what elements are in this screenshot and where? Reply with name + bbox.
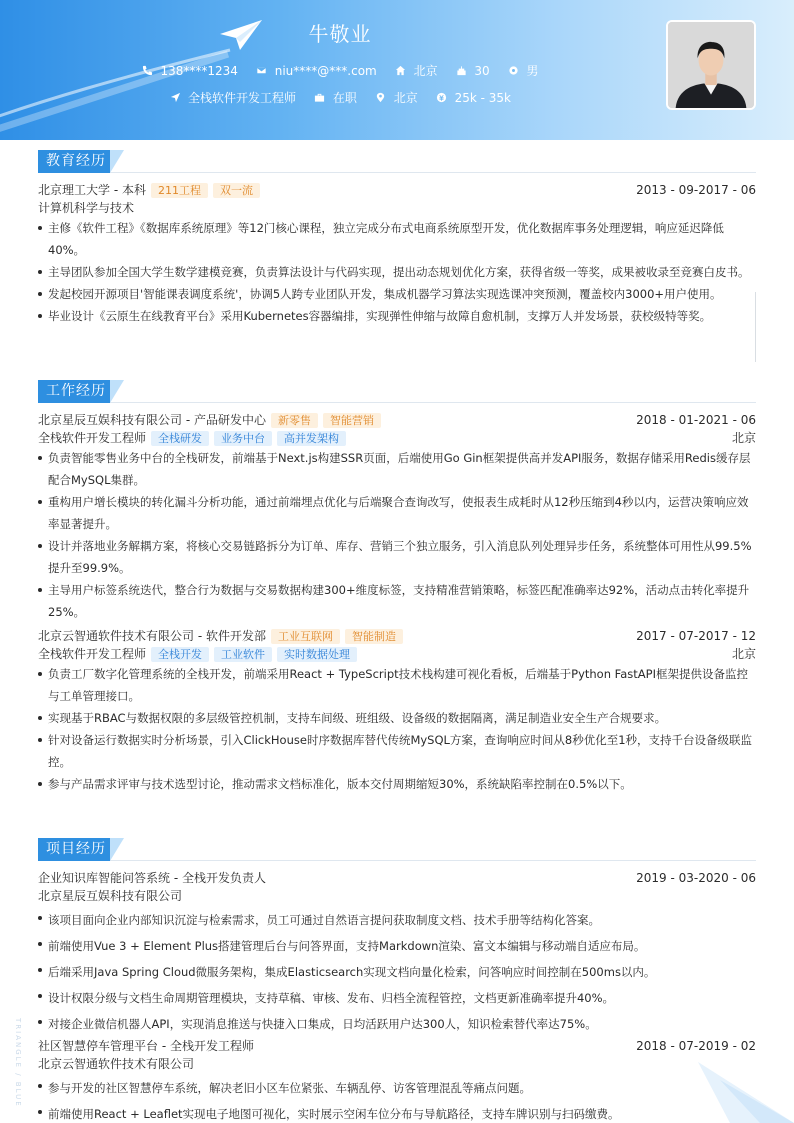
resume-header xyxy=(0,0,794,140)
title-tab-tail xyxy=(110,838,124,861)
project-period: 2019 - 03-2020 - 06 xyxy=(636,871,756,885)
list-item: 负责智能零售业务中台的全栈研发，前端基于Next.js构建SSR页面，后端使用Go Gin框架提供高并发API服务，数据存储采用Redis缓存层配合MySQL集群。 xyxy=(38,447,756,491)
project-bullets xyxy=(38,1075,756,1123)
location-text: 北京 xyxy=(413,64,438,78)
location-icon xyxy=(375,92,387,104)
title-tab-tail xyxy=(110,150,124,173)
education-section xyxy=(38,150,756,327)
job-city: 北京 xyxy=(731,647,756,661)
school-tag: 双一流 xyxy=(213,183,260,198)
education-entry-header xyxy=(38,181,756,199)
cake-icon xyxy=(455,65,467,77)
list-item: 参与开发的社区智慧停车系统，解决老旧小区车位紧张、车辆乱停、访客管理混乱等痛点问题。 xyxy=(38,1075,756,1101)
corner-triangle-decoration xyxy=(690,1060,794,1123)
gender-text: 男 xyxy=(526,64,539,78)
role-tag: 实时数据处理 xyxy=(277,647,357,662)
list-item: 设计权限分级与文档生命周期管理模块，支持草稿、审核、发布、归档全流程管控，文档更新准确率提升40%。 xyxy=(38,985,756,1011)
section-title-bar xyxy=(38,838,756,861)
school-name: 北京理工大学 - 本科 xyxy=(38,183,146,197)
phone-icon xyxy=(141,65,153,77)
list-item: 发起校园开源项目'智能课表调度系统'，协调5人跨专业团队开发，集成机器学习算法实现选课冲突预测，覆盖校内3000+用户使用。 xyxy=(38,283,756,305)
money-icon xyxy=(436,92,448,104)
phone-item xyxy=(141,64,237,78)
list-item: 该项目面向企业内部知识沉淀与检索需求，员工可通过自然语言提问获取制度文档、技术手册等结构化答案。 xyxy=(38,907,756,933)
job-target-text: 全栈软件开发工程师 xyxy=(188,91,297,105)
list-item: 参与产品需求评审与技术选型讨论，推动需求文档标准化，版本交付周期缩短30%，系统缺陷率控制在0.5%以下。 xyxy=(38,773,756,795)
section-title-bar xyxy=(38,380,756,403)
briefcase-icon xyxy=(314,92,326,104)
project-company: 北京星辰互娱科技有限公司 xyxy=(38,889,183,903)
email-address: niu****@***.com xyxy=(274,63,377,78)
role-tag: 工业软件 xyxy=(214,647,272,662)
avatar xyxy=(666,20,756,110)
role-tag: 全栈开发 xyxy=(151,647,209,662)
list-item: 主导用户标签系统迭代，整合行为数据与交易数据构建300+维度标签，支持精准营销策略，标签匹配准确率达92%，活动点击转化率提升25%。 xyxy=(38,579,756,623)
school-tag: 211工程 xyxy=(151,183,208,198)
project-entry-header xyxy=(38,1037,756,1055)
project-bullets xyxy=(38,907,756,1037)
project-company: 北京云智通软件技术有限公司 xyxy=(38,1057,195,1071)
project-entry-header xyxy=(38,869,756,887)
job-period: 2017 - 07-2017 - 12 xyxy=(636,629,756,643)
list-item: 对接企业微信机器人API，实现消息推送与快捷入口集成，日均活跃用户达300人，知识检索替代率达75%。 xyxy=(38,1011,756,1037)
watermark-text: TRIANGLE / BLUE xyxy=(14,1018,22,1108)
role-tag: 业务中台 xyxy=(214,431,272,446)
job-bullets xyxy=(38,663,756,795)
job-role-row xyxy=(38,645,756,663)
status-item xyxy=(314,89,357,106)
job-intent-row xyxy=(0,89,680,106)
projects-title: 项目经历 xyxy=(38,838,110,861)
home-icon xyxy=(395,65,407,77)
list-item: 设计并落地业务解耦方案，将核心交易链路拆分为订单、库存、营销三个独立服务，引入消息队列处理异步任务，系统整体可用性从99.5%提升至99.9%。 xyxy=(38,535,756,579)
target-city-item xyxy=(375,89,418,106)
send-icon xyxy=(169,92,181,104)
major-row xyxy=(38,199,756,217)
contact-row xyxy=(0,62,680,79)
company-tag: 智能营销 xyxy=(323,413,381,428)
email-item xyxy=(256,64,377,78)
project-company-row xyxy=(38,887,756,905)
project-period: 2018 - 07-2019 - 02 xyxy=(636,1039,756,1053)
section-title-bar xyxy=(38,150,756,173)
salary-text: 25k - 35k xyxy=(454,90,511,105)
education-bullets xyxy=(38,217,756,327)
list-item: 前端使用React + Leaflet实现电子地图可视化，实时展示空闲车位分布与导航路径，支持车牌识别与扫码缴费。 xyxy=(38,1101,756,1123)
list-item: 负责工厂数字化管理系统的全栈开发，前端采用React + TypeScript技术栈构建可视化看板，后端基于Python FastAPI框架提供设备监控与工单管理接口。 xyxy=(38,663,756,707)
mail-icon xyxy=(256,65,268,77)
gender-icon xyxy=(508,65,520,77)
list-item: 重构用户增长模块的转化漏斗分析功能，通过前端埋点优化与后端聚合查询改写，使报表生成耗时从12秒压缩到4秒以内，运营决策响应效率显著提升。 xyxy=(38,491,756,535)
project-name: 企业知识库智能问答系统 - 全栈开发负责人 xyxy=(38,871,266,885)
list-item: 实现基于RBAC与数据权限的多层级管控机制，支持车间级、班组级、设备级的数据隔离，满足制造业安全生产合规要求。 xyxy=(38,707,756,729)
job-period: 2018 - 01-2021 - 06 xyxy=(636,413,756,427)
title-tab-tail xyxy=(110,380,124,403)
company-name: 北京星辰互娱科技有限公司 - 产品研发中心 xyxy=(38,413,266,427)
salary-item xyxy=(436,91,511,105)
candidate-name: 牛敬业 xyxy=(308,22,372,46)
role-tag: 高并发架构 xyxy=(277,431,346,446)
work-section xyxy=(38,380,756,795)
job-role-row xyxy=(38,429,756,447)
job-target-item xyxy=(169,89,296,106)
list-item: 前端使用Vue 3 + Element Plus搭建管理后台与问答界面，支持Markdown渲染、富文本编辑与移动端自适应布局。 xyxy=(38,933,756,959)
education-title: 教育经历 xyxy=(38,150,110,173)
list-item: 毕业设计《云原生在线教育平台》采用Kubernetes容器编排，实现弹性伸缩与故障自愈机制，支撑万人并发场景，获校级特等奖。 xyxy=(38,305,756,327)
job-bullets xyxy=(38,447,756,623)
job-city: 北京 xyxy=(731,431,756,445)
gender-item xyxy=(508,62,539,79)
role-tag: 全栈研发 xyxy=(151,431,209,446)
list-item: 主导团队参加全国大学生数学建模竞赛，负责算法设计与代码实现，提出动态规划优化方案，获得省级一等奖，成果被收录至竞赛白皮书。 xyxy=(38,261,756,283)
job-entry-header xyxy=(38,627,756,645)
job-role: 全栈软件开发工程师 xyxy=(38,647,147,661)
company-name: 北京云智通软件技术有限公司 - 软件开发部 xyxy=(38,629,266,643)
phone-number: 138****1234 xyxy=(160,63,238,78)
job-role: 全栈软件开发工程师 xyxy=(38,431,147,445)
major-name: 计算机科学与技术 xyxy=(38,201,135,215)
age-item xyxy=(455,64,489,78)
education-period: 2013 - 09-2017 - 06 xyxy=(636,183,756,197)
project-company-row xyxy=(38,1055,756,1073)
company-tag: 工业互联网 xyxy=(271,629,340,644)
project-name: 社区智慧停车管理平台 - 全栈开发工程师 xyxy=(38,1039,254,1053)
company-tag: 新零售 xyxy=(271,413,318,428)
work-title: 工作经历 xyxy=(38,380,110,403)
company-tag: 智能制造 xyxy=(345,629,403,644)
projects-section xyxy=(38,838,756,1123)
status-text: 在职 xyxy=(332,91,357,105)
job-entry-header xyxy=(38,411,756,429)
location-item xyxy=(395,62,438,79)
list-item: 主修《软件工程》《数据库系统原理》等12门核心课程，独立完成分布式电商系统原型开发，优化数据库事务处理逻辑，响应延迟降低40%。 xyxy=(38,217,756,261)
target-city-text: 北京 xyxy=(393,91,418,105)
age-text: 30 xyxy=(474,63,490,78)
list-item: 后端采用Java Spring Cloud微服务架构，集成Elasticsearch实现文档向量化检索，问答响应时间控制在500ms以内。 xyxy=(38,959,756,985)
list-item: 针对设备运行数据实时分析场景，引入ClickHouse时序数据库替代传统MySQL方案，查询响应时间从8秒优化至1秒，支持千台设备级联监控。 xyxy=(38,729,756,773)
divider-line xyxy=(755,292,756,362)
